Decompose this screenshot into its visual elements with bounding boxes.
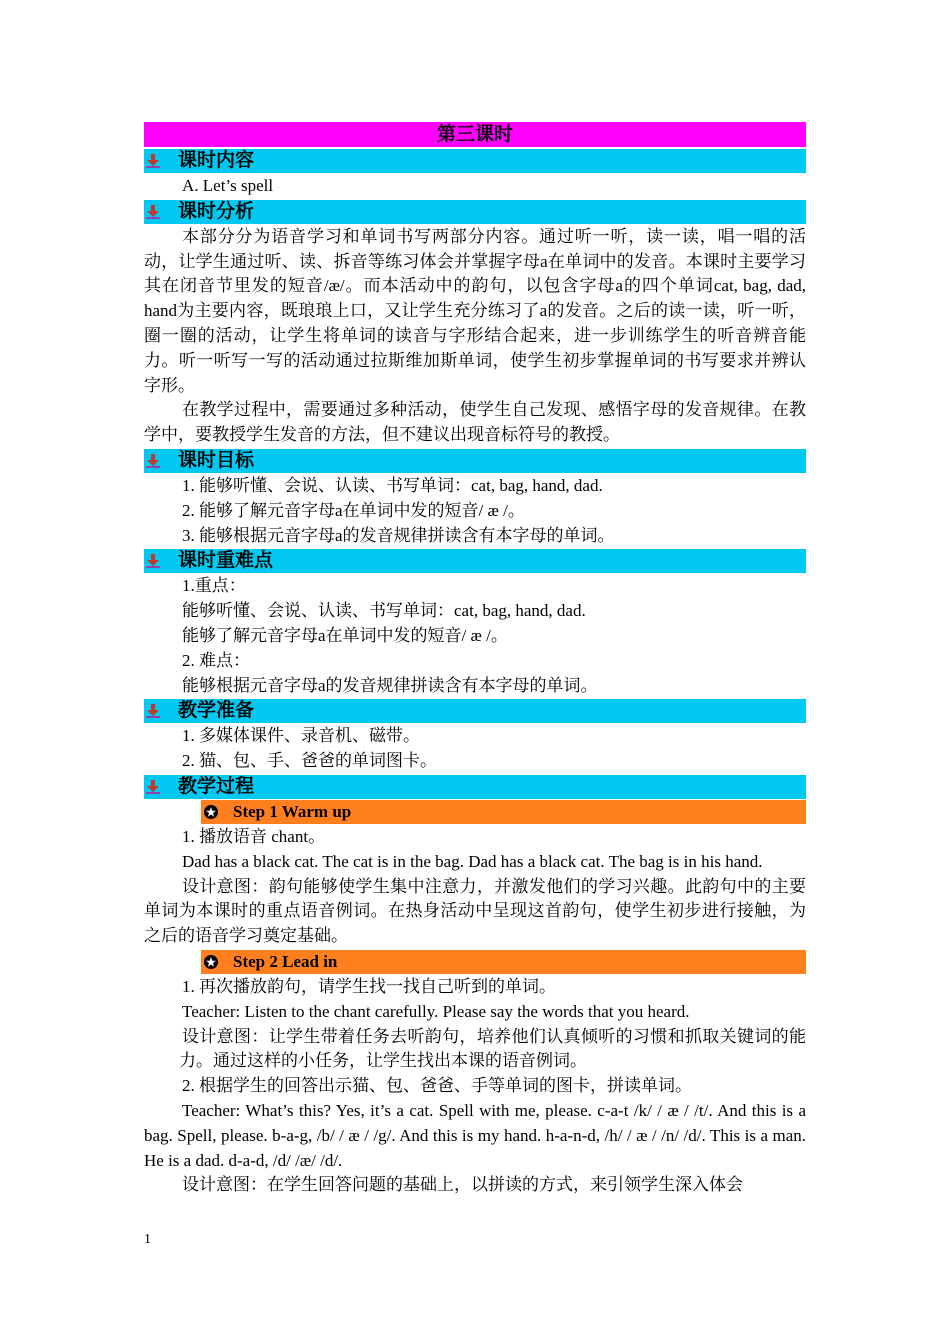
prep-item: 2. 猫、包、手、爸爸的单词图卡。 bbox=[182, 751, 437, 771]
goal-item: 2. 能够了解元音字母a在单词中发的短音/ æ /。 bbox=[182, 500, 525, 520]
heading-text: 课时重难点 bbox=[178, 550, 274, 572]
step-label: Step 2 Lead in bbox=[233, 951, 338, 971]
page-number: 1 bbox=[144, 1232, 151, 1247]
download-arrow-icon bbox=[146, 780, 160, 794]
section-heading-preparation bbox=[144, 699, 806, 723]
download-arrow-icon bbox=[146, 154, 160, 168]
key-line: 能够听懂、会说、认读、书写单词：cat, bag, hand, dad. bbox=[182, 601, 586, 621]
section-heading-key-points bbox=[144, 549, 806, 573]
prep-item: 1. 多媒体课件、录音机、磁带。 bbox=[182, 726, 420, 746]
section-heading-analysis bbox=[144, 200, 806, 224]
star-circle-icon bbox=[203, 954, 219, 970]
step-heading-1 bbox=[201, 800, 806, 824]
step1-chant: Dad has a black cat. The cat is in the bag. Dad has a black cat. The bag is in his hand. bbox=[182, 851, 763, 871]
heading-text: 教学准备 bbox=[178, 700, 255, 722]
heading-text: 课时目标 bbox=[178, 449, 255, 471]
step2-teacher-dialogue: Teacher: What’s this? Yes, it’s a cat. Spell with me, please. c-a-t /k/ / æ / /t/. And this is a bag. Spell, please. b-a-g, /b/ / æ / /g/. And this is my hand. h-a-n-d, /h/ / æ / /n/ /d/. This is a man. He is a dad. d-a-d, /d/ /æ/ /d/. bbox=[144, 1100, 806, 1170]
heading-text: 课时分析 bbox=[178, 200, 255, 222]
step2-line: 1. 再次播放韵句，请学生找一找自己听到的单词。 bbox=[182, 976, 556, 996]
download-arrow-icon bbox=[146, 205, 160, 219]
step2-line: 2. 根据学生的回答出示猫、包、爸爸、手等单词的图卡，拼读单词。 bbox=[182, 1076, 692, 1096]
key-line: 能够根据元音字母a的发音规律拼读含有本字母的单词。 bbox=[182, 675, 598, 695]
download-arrow-icon bbox=[146, 704, 160, 718]
step2-teacher-line: Teacher: Listen to the chant carefully. Please say the words that you heard. bbox=[182, 1001, 690, 1021]
step2-design-1: 设计意图：让学生带着任务去听韵句，培养他们认真倾听的习惯和抓取关键词的能力。通过这样的小任务，让学生找出本课的语音例词。 bbox=[179, 1026, 806, 1071]
step1-design: 设计意图：韵句能够使学生集中注意力，并激发他们的学习兴趣。此韵句中的主要单词为本课时的重点语音例词。在热身活动中呈现这首韵句，使学生初步进行接触，为之后的语音学习奠定基础。 bbox=[144, 876, 806, 946]
section-heading-process bbox=[144, 775, 806, 799]
goal-item: 1. 能够听懂、会说、认读、书写单词：cat, bag, hand, dad. bbox=[182, 475, 603, 495]
key-line: 1.重点： bbox=[182, 576, 246, 596]
analysis-paragraph-2: 在教学过程中，需要通过多种活动，使学生自己发现、感悟字母的发音规律。在教学中，要教授学生发音的方法，但不建议出现音标符号的教授。 bbox=[144, 400, 806, 445]
key-line: 能够了解元音字母a在单词中发的短音/ æ /。 bbox=[182, 625, 508, 645]
analysis-paragraph-1: 本部分分为语音学习和单词书写两部分内容。通过听一听，读一读，唱一唱的活动，让学生通过听、读、拆音等练习体会并掌握字母a在单词中的发音。本课时主要学习其在闭音节里发的短音/æ/。而本活动中的韵句，以包含字母a的四个单词cat, bag, dad, hand为主要内容，既琅琅上口，又让学生充分练习了a的发音。之后的读一读，听一听，圈一圈的活动，让学生将单词的读音与字形结合起来，进一步训练学生的听音辨音能力。听一听写一写的活动通过拉斯维加斯单词，使学生初步掌握单词的书写要求并辨认字形。 bbox=[144, 226, 806, 395]
star-circle-icon bbox=[203, 804, 219, 820]
section-heading-goals bbox=[144, 449, 806, 473]
key-line: 2. 难点： bbox=[182, 650, 250, 670]
step2-design-2: 设计意图：在学生回答问题的基础上，以拼读的方式，来引领学生深入体会 bbox=[182, 1175, 743, 1195]
content-text: A. Let’s spell bbox=[182, 176, 274, 195]
step-label: Step 1 Warm up bbox=[233, 801, 352, 821]
heading-text: 教学过程 bbox=[178, 775, 255, 797]
page-title: 第三课时 bbox=[144, 122, 806, 147]
goal-item: 3. 能够根据元音字母a的发音规律拼读含有本字母的单词。 bbox=[182, 525, 615, 545]
heading-text: 课时内容 bbox=[178, 150, 255, 171]
download-arrow-icon bbox=[146, 554, 160, 568]
section-heading-content bbox=[144, 149, 806, 173]
step-heading-2 bbox=[201, 950, 806, 974]
download-arrow-icon bbox=[146, 454, 160, 468]
document-page bbox=[144, 122, 806, 1198]
step1-line: 1. 播放语音 chant。 bbox=[182, 826, 326, 846]
